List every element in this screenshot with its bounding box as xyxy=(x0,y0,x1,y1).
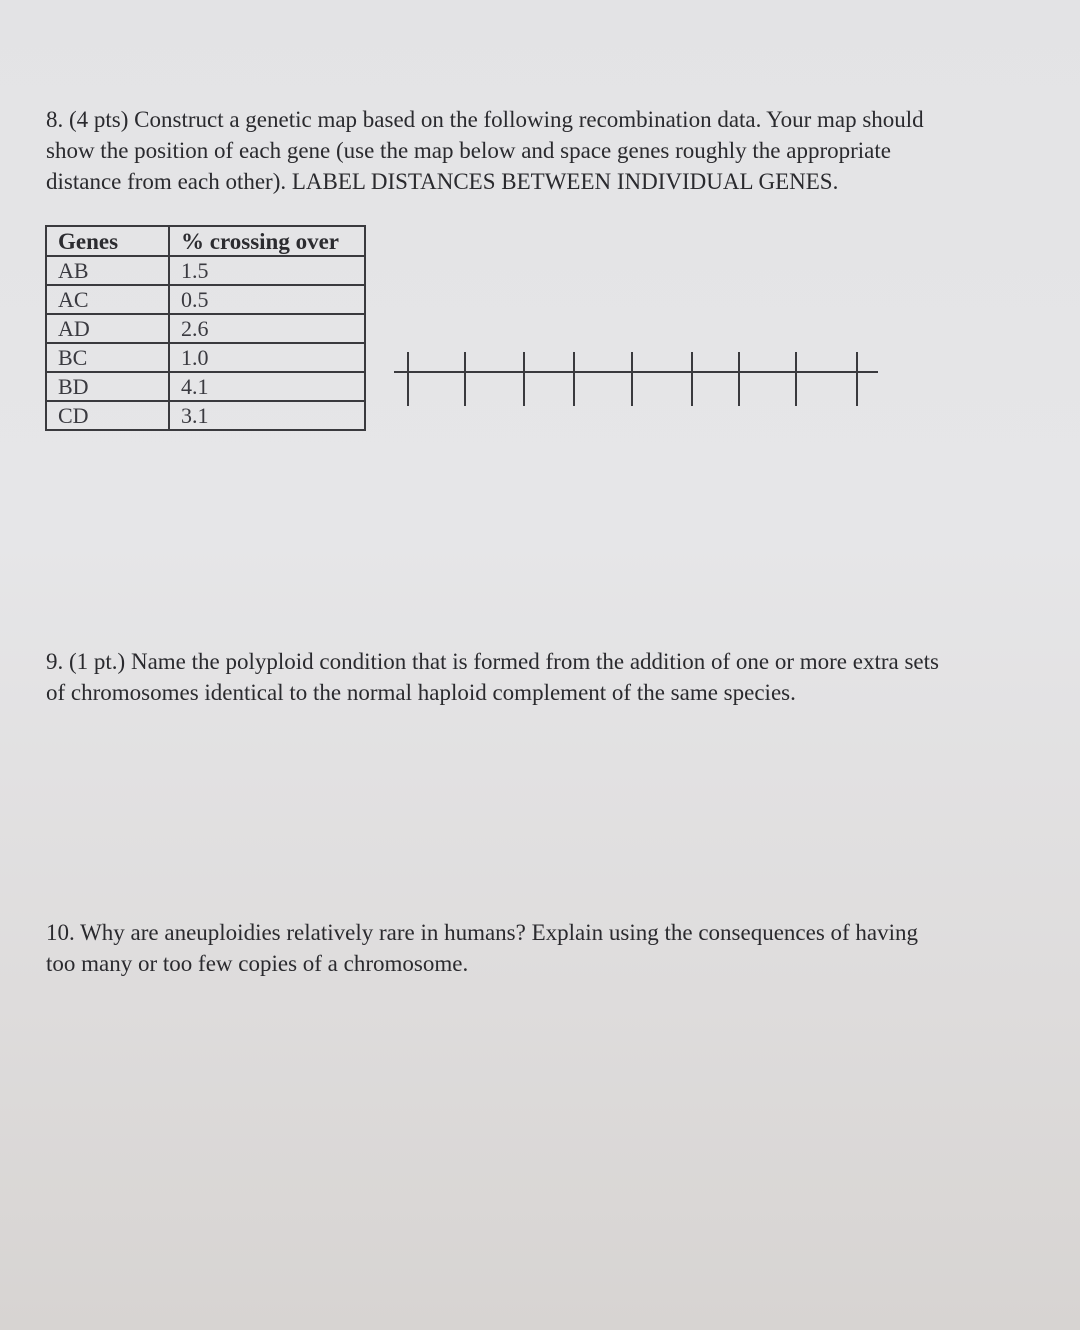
table-row xyxy=(46,401,365,430)
table-row xyxy=(46,256,365,285)
question-9-line: 9. (1 pt.) Name the polyploid condition that is formed from the addition of one or more extra sets xyxy=(46,649,939,674)
table-row xyxy=(46,343,365,372)
gene-pair: CD xyxy=(46,401,169,430)
table-row xyxy=(46,314,365,343)
crossing-over-value: 2.6 xyxy=(169,314,365,343)
header-crossing-over: % crossing over xyxy=(169,226,365,256)
crossing-over-value: 3.1 xyxy=(169,401,365,430)
table-row xyxy=(46,285,365,314)
crossing-over-value: 4.1 xyxy=(169,372,365,401)
table-row xyxy=(46,372,365,401)
gene-pair: AD xyxy=(46,314,169,343)
gene-pair: BD xyxy=(46,372,169,401)
recombination-table xyxy=(45,225,366,431)
question-9 xyxy=(46,646,1026,708)
question-9-line: of chromosomes identical to the normal haploid complement of the same species. xyxy=(46,680,796,705)
question-8-line: show the position of each gene (use the map below and space genes roughly the appropriate xyxy=(46,138,891,163)
table-header-row xyxy=(46,226,365,256)
genetic-map-line[interactable] xyxy=(390,340,890,420)
question-10-line: too many or too few copies of a chromosome. xyxy=(46,951,469,976)
crossing-over-value: 1.0 xyxy=(169,343,365,372)
gene-pair: BC xyxy=(46,343,169,372)
question-8-line: 8. (4 pts) Construct a genetic map based on the following recombination data. Your map should xyxy=(46,107,924,132)
gene-pair: AC xyxy=(46,285,169,314)
question-10 xyxy=(46,917,1026,979)
crossing-over-value: 0.5 xyxy=(169,285,365,314)
gene-pair: AB xyxy=(46,256,169,285)
question-8-line: distance from each other). LABEL DISTANCES BETWEEN INDIVIDUAL GENES. xyxy=(46,169,839,194)
crossing-over-value: 1.5 xyxy=(169,256,365,285)
header-genes: Genes xyxy=(46,226,169,256)
question-10-line: 10. Why are aneuploidies relatively rare in humans? Explain using the consequences of having xyxy=(46,920,919,945)
question-8 xyxy=(46,104,1026,197)
